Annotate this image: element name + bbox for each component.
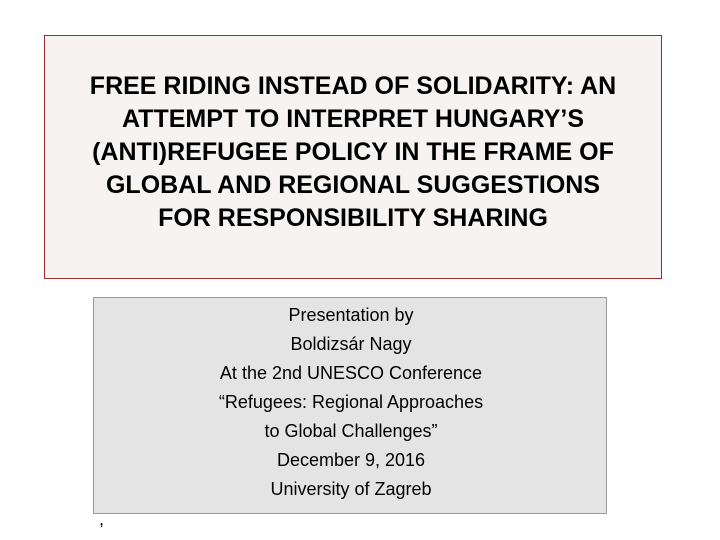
presentation-date: December 9, 2016 [276, 450, 426, 470]
title-line-3: (ANTI)REFUGEE POLICY IN THE FRAME OF [92, 137, 614, 166]
presenter-intro: Presentation by [288, 305, 414, 325]
conference-name: At the 2nd UNESCO Conference [219, 363, 483, 383]
presentation-venue: University of Zagreb [270, 479, 432, 499]
presenter-name: Boldizsár Nagy [290, 334, 412, 354]
presentation-info-box [93, 297, 607, 514]
conference-title-line-1: “Refugees: Regional Approaches [218, 392, 484, 412]
conference-title-line-2: to Global Challenges” [264, 421, 438, 441]
title-line-5: FOR RESPONSIBILITY SHARING [158, 203, 548, 232]
presentation-title [80, 70, 626, 235]
title-line-1: FREE RIDING INSTEAD OF SOLIDARITY: AN [89, 71, 617, 100]
title-box [44, 35, 662, 279]
title-line-2: ATTEMPT TO INTERPRET HUNGARY’S [121, 104, 585, 133]
stray-comma: , [99, 509, 105, 529]
title-line-4: GLOBAL AND REGIONAL SUGGESTIONS [105, 170, 601, 199]
